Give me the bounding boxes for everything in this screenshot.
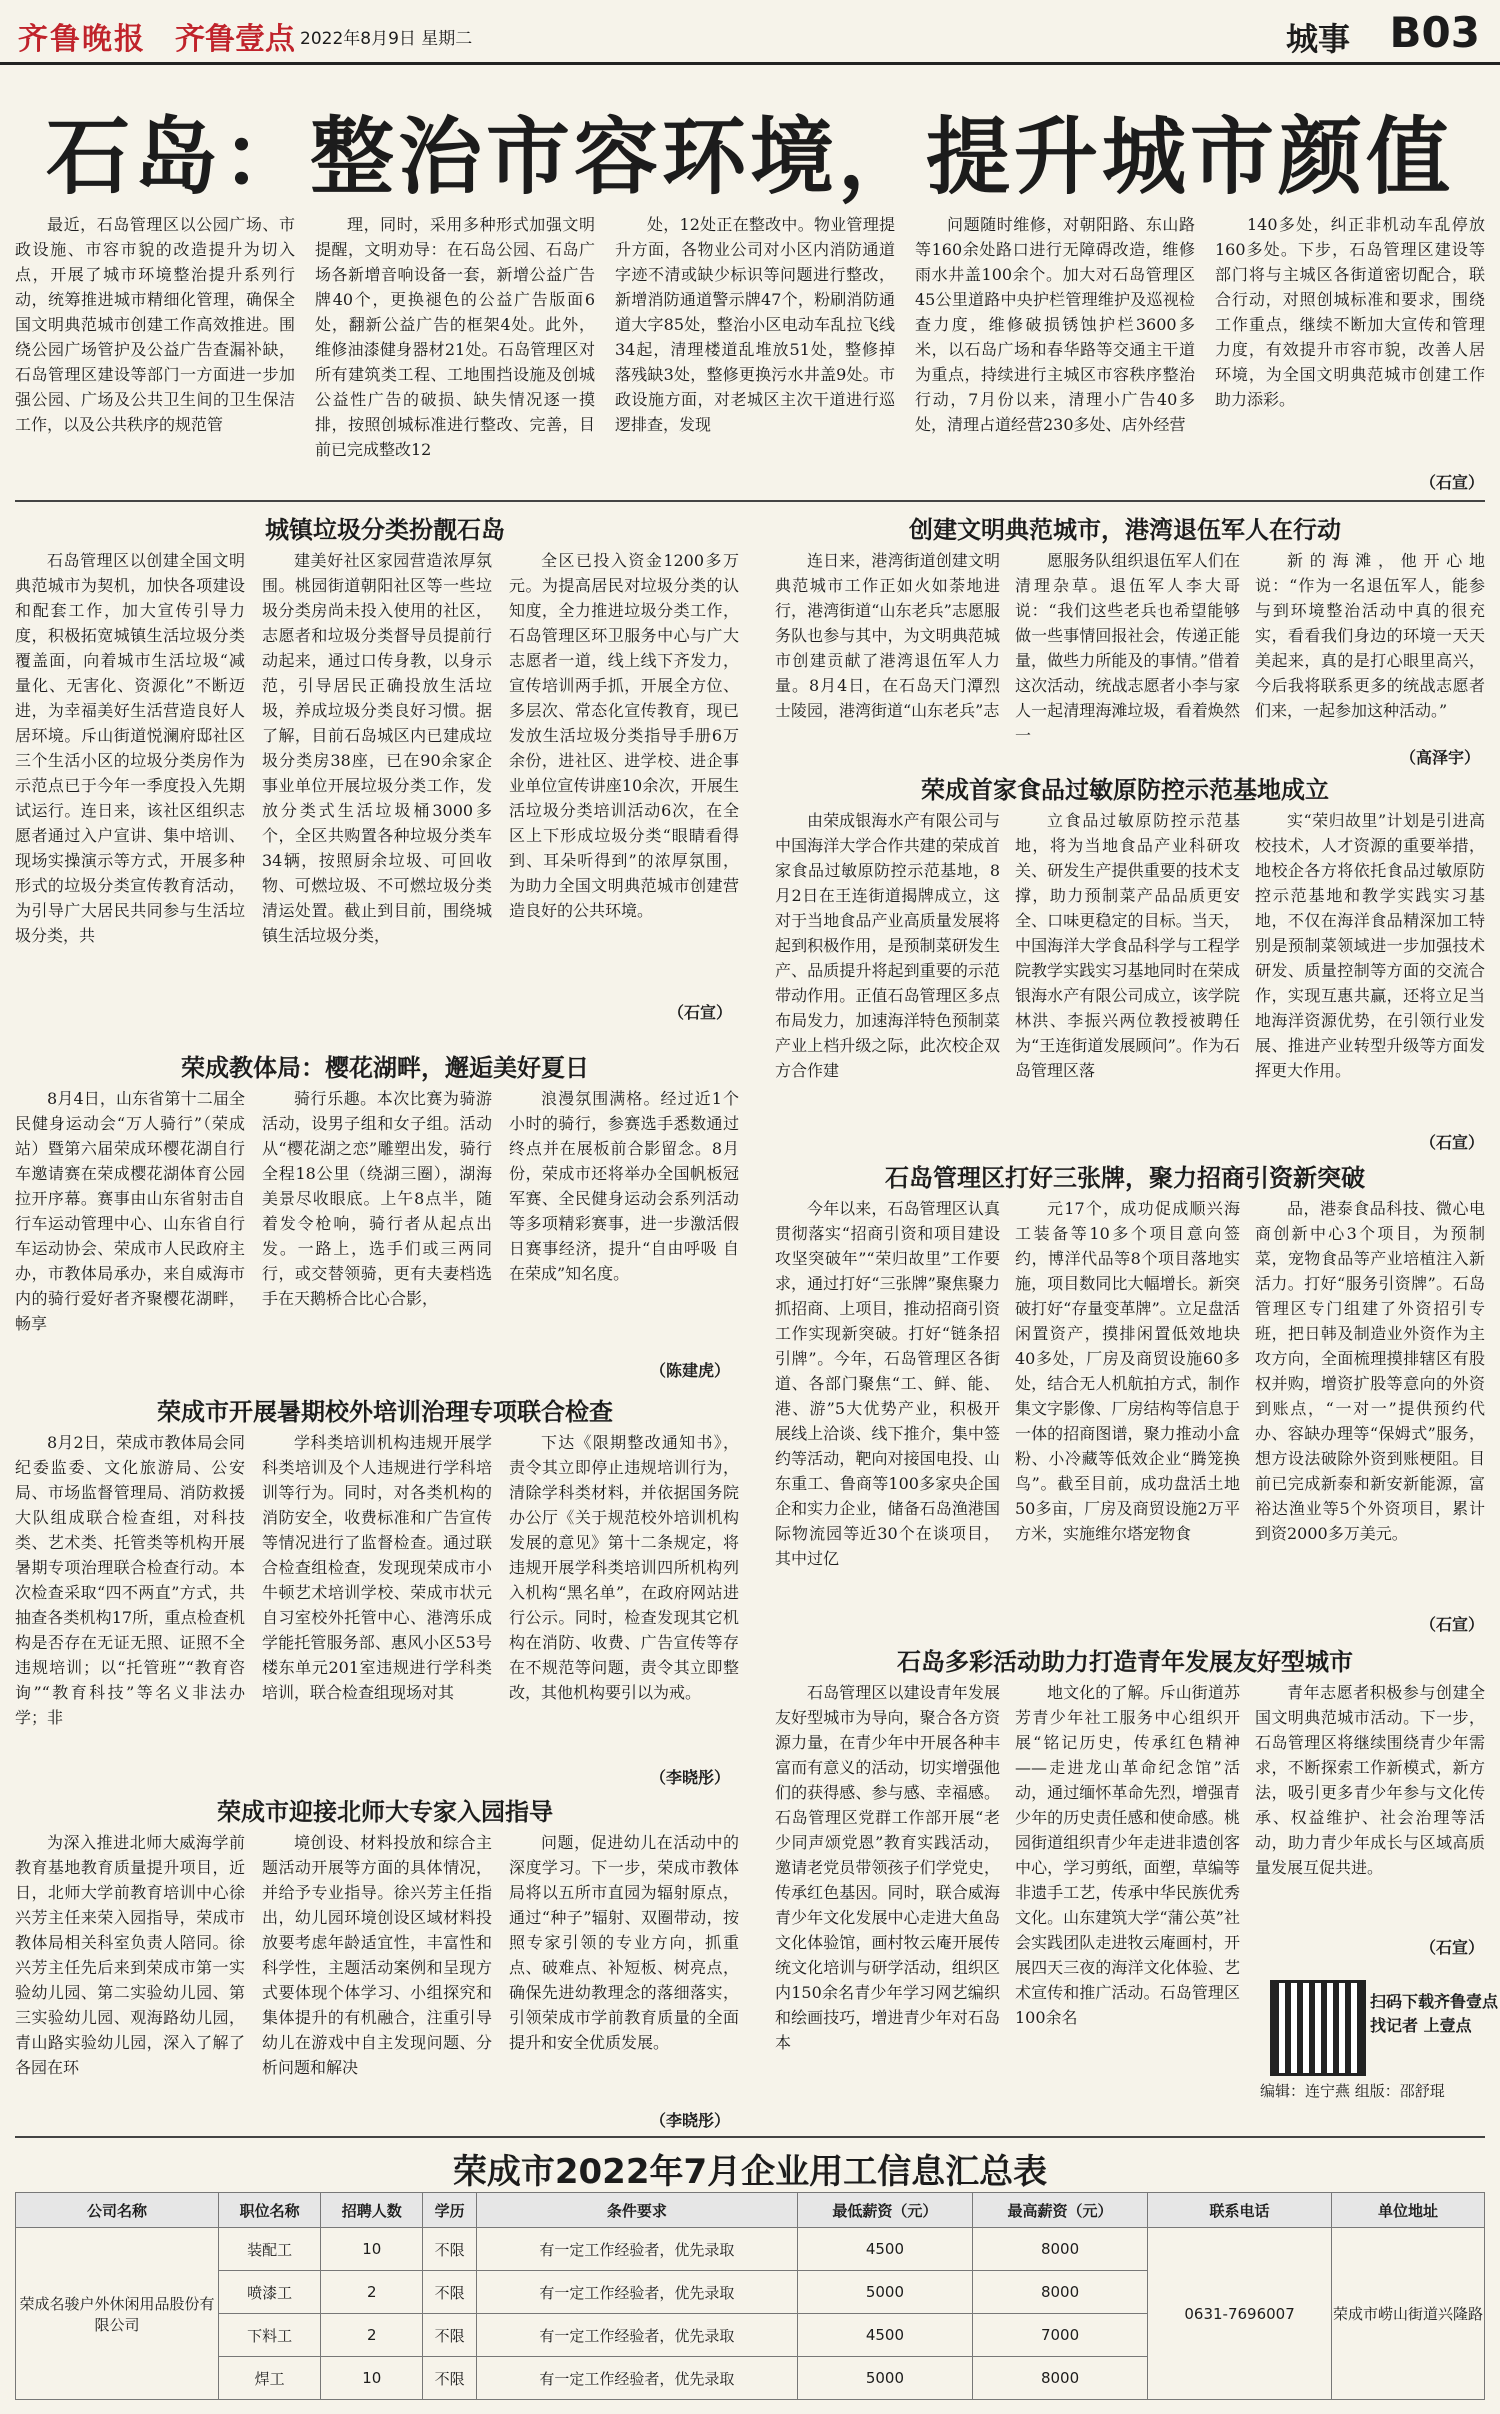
qr-line-1: 扫码下载齐鲁壹点: [1370, 1992, 1499, 2011]
a5-text-1: 今年以来，石岛管理区认真贯彻落实“招商引资和项目建设攻坚突破年”“荣归故里”工作要求，通过打好“三张牌”聚焦聚力抓招商、上项目，推动招商引资工作实现新突破。打好“链条招引牌”。今年，石岛管理区各街道、各部门聚焦“工、鲜、能、港、游”5大优势产业，积极开展线上洽谈、线下推介，集中签约等活动，靶向对接国电投、山东重工、鲁商等100多家央企国企和实力企业，储备石岛渔港国际物流园等近30个在谈项目，其中过亿: [775, 1199, 1000, 1568]
article-title-veterans: 创建文明典范城市，港湾退伍军人在行动: [909, 515, 1341, 544]
a2-text-1: 连日来，港湾街道创建文明典范城市工作正如火如荼地进行，港湾街道“山东老兵”志愿服务队也参与其中，为文明典范城市创建贡献了港湾退伍军人力量。8月4日，在石岛天门潭烈士陵园，港湾街道“山东老兵”志: [775, 551, 1000, 720]
brand-logo: 齐鲁晚报: [18, 22, 146, 57]
lead-col-5: [1215, 212, 1485, 472]
count-cell: 10: [321, 2228, 423, 2271]
th-position: 职位名称: [219, 2193, 321, 2228]
a8-col-2: [262, 1830, 492, 2130]
th-max-salary: 最高薪资（元）: [972, 2193, 1147, 2228]
min-salary-cell: 5000: [797, 2271, 972, 2314]
qr-caption: [1370, 1990, 1498, 2038]
qr-line-2: 找记者 上壹点: [1370, 2016, 1472, 2035]
article-title-investment: 石岛管理区打好三张牌，聚力招商引资新突破: [885, 1163, 1365, 1192]
a1-col-3: [509, 548, 739, 998]
a3-col-3: [1255, 808, 1485, 1138]
lead-text-1: 最近，石岛管理区以公园广场、市政设施、市容市貌的改造提升为切入点，开展了城市环境整治提升系列行动，统筹推进城市精细化管理，确保全国文明典范城市创建工作高效推进。围绕公园广场管护及公益广告查漏补缺，石岛管理区建设等部门一方面进一步加强公园、广场及公共卫生间的卫生保洁工作，以及公共秩序的规范管: [15, 215, 295, 434]
company-cell: 荣成名骏户外休闲用品股份有限公司: [16, 2228, 219, 2400]
count-cell: 10: [321, 2357, 423, 2400]
a8-text-1: 为深入推进北师大威海学前教育基地教育质量提升项目，近日，北师大学前教育培训中心徐兴芳主任来荣入园指导，荣成市教体局相关科室负责人陪同。徐兴芳主任先后来到荣成市第一实验幼儿园、第二实验幼儿园、第三实验幼儿园、观海路幼儿园，青山路实验幼儿园，深入了解了各园在环: [15, 1833, 245, 2077]
a3-text-3: 实“荣归故里”计划是引进高校技术，人才资源的重要举措，地校企各方将依托食品过敏原防控示范基地和教学实践实习基地，不仅在海洋食品精深加工特别是预制菜领域进一步加强技术研发、质量控制等方面的交流合作，实现互惠共赢，还将立足当地海洋资源优势，在引领行业发展、推进产业转型升级等方面发挥更大作用。: [1255, 811, 1485, 1080]
a5-col-2: [1015, 1196, 1240, 1616]
min-salary-cell: 4500: [797, 2228, 972, 2271]
divider: [15, 500, 1485, 502]
a7-text-1: 石岛管理区以建设青年发展友好型城市为导向，聚合各方资源力量，在青少年中开展各种丰富而有意义的活动，切实增强他们的获得感、参与感、幸福感。石岛管理区党群工作部开展“老少同声颂党恩”教育实践活动，邀请老党员带领孩子们学党史，传承红色基因。同时，联合威海青少年文化发展中心走进大鱼岛文化体验馆，画村牧云庵开展传统文化培训与研学活动，组织区内150余名青少年学习网艺编织和绘画技巧，增进青少年对石岛本: [775, 1683, 1000, 2052]
table-header-row: [16, 2193, 1485, 2228]
requirements-cell: 有一定工作经验者，优先录取: [476, 2357, 797, 2400]
min-salary-cell: 5000: [797, 2357, 972, 2400]
a5-col-3: [1255, 1196, 1485, 1616]
a4-text-1: 8月4日，山东省第十二届全民健身运动会“万人骑行”（荣成站）暨第六届荣成环樱花湖自行车邀请赛在荣成樱花湖体育公园拉开序幕。赛事由山东省射击自行车运动管理中心、山东省自行车运动协会、荣成市人民政府主办，市教体局承办，来自威海市内的骑行爱好者齐聚樱花湖畔，畅享: [15, 1089, 245, 1333]
a2-credit: （高泽宇）: [1400, 748, 1481, 767]
a1-col-2: [262, 548, 492, 998]
lead-col-1: [15, 212, 295, 502]
a7-col-1: [775, 1680, 1000, 2130]
a1-text-1: 石岛管理区以创建全国文明典范城市为契机，加快各项建设和配套工作，加大宣传引导力度，积极拓宽城镇生活垃圾分类覆盖面，向着城市生活垃圾“减量化、无害化、资源化”不断迈进，为幸福美好生活营造良好人居环境。斥山街道悦澜府邸社区三个生活小区的垃圾分类房作为示范点已于今年一季度投入先期试运行。连日来，该社区组织志愿者通过入户宣讲、集中培训、现场实操演示等方式，开展多种形式的垃圾分类宣传教育活动，为引导广大居民共同参与生活垃圾分类，共: [15, 551, 245, 945]
lead-text-4: 问题随时维修，对朝阳路、东山路等160余处路口进行无障碍改造，维修雨水井盖100余个。加大对石岛管理区45公里道路中央护栏管理维护及巡视检查力度，维修破损锈蚀护栏3600多米，以石岛广场和春华路等交通主干道为重点，持续进行主城区市容秩序整治行动，7月份以来，清理小广告40多处，清理占道经营230多处、店外经营: [915, 215, 1195, 434]
page-number: B03: [1389, 8, 1480, 57]
a4-credit: （陈建虎）: [650, 1361, 731, 1380]
th-min-salary: 最低薪资（元）: [797, 2193, 972, 2228]
a8-text-2: 境创设、材料投放和综合主题活动开展等方面的具体情况，并给予专业指导。徐兴芳主任指出，幼儿园环境创设区域材料投放要考虑年龄适宜性，丰富性和科学性，主题活动案例和呈现方式要体现个体学习、小组探究和集体提升的有机融合，注重引导幼儿在游戏中自主发现问题、分析问题和解决: [262, 1833, 492, 2077]
article-title-youth: 石岛多彩活动助力打造青年发展友好型城市: [897, 1647, 1353, 1676]
a1-text-3: 全区已投入资金1200多万元。为提高居民对垃圾分类的认知度，全力推进垃圾分类工作，石岛管理区环卫服务中心与广大志愿者一道，线上线下齐发力，宣传培训两手抓，开展全方位、多层次、常态化宣传教育，现已发放生活垃圾分类指导手册6万余份，进社区、进学校、进企事业单位宣传讲座10余次，开展生活垃圾分类培训活动6次，在全区上下形成垃圾分类“眼睛看得到、耳朵听得到”的浓厚氛围，为助力全国文明典范城市创建营造良好的公共环境。: [509, 551, 739, 920]
lead-credit: （石宣）: [1420, 473, 1485, 492]
qr-code[interactable]: [1270, 1980, 1366, 2076]
phone-cell: 0631-7696007: [1148, 2228, 1332, 2400]
count-cell: 2: [321, 2314, 423, 2357]
a4-text-2: 骑行乐趣。本次比赛为骑游活动，设男子组和女子组。活动从“樱花湖之恋”雕塑出发，骑行全程18公里（绕湖三圈），湖海美景尽收眼底。上午8点半，随着发令枪响，骑行者从起点出发。一路上，选手们或三两同行，或交替领骑，更有夫妻档选手在天鹅桥合比心合影，: [262, 1089, 492, 1308]
count-cell: 2: [321, 2271, 423, 2314]
education-cell: 不限: [423, 2314, 477, 2357]
a6-text-3: 下达《限期整改通知书》，责令其立即停止违规培训行为，清除学科类材料，并依据国务院办公厅《关于规范校外培训机构发展的意见》第十二条规定，将违规开展学科类培训四所机构列入机构“黑名单”，在政府网站进行公示。同时，检查发现其它机构在消防、收费、广告宣传等存在不规范等问题，责令其立即整改，其他机构要引以为戒。: [509, 1433, 739, 1702]
a8-credit: （李晓彤）: [650, 2111, 731, 2130]
min-salary-cell: 4500: [797, 2314, 972, 2357]
a2-text-2: 愿服务队组织退伍军人们在清理杂草。退伍军人李大哥说：“我们这些老兵也希望能够做一些事情回报社会，传递正能量，做些力所能及的事情。”借着这次活动，统战志愿者小李与家人一起清理海滩垃圾，看着焕然一: [1015, 551, 1240, 745]
jobs-table: [15, 2192, 1485, 2400]
max-salary-cell: 8000: [972, 2357, 1147, 2400]
editor-credits: 编辑：连宁燕 组版：邵舒琨: [1260, 2082, 1445, 2100]
a5-credit: （石宣）: [1420, 1615, 1485, 1634]
education-cell: 不限: [423, 2357, 477, 2400]
requirements-cell: 有一定工作经验者，优先录取: [476, 2314, 797, 2357]
a8-text-3: 问题，促进幼儿在活动中的深度学习。下一步，荣成市教体局将以五所市直园为辐射原点，通过“种子”辐射、双圈带动，按照专家引领的专业方向，抓重点、破难点、补短板、树亮点，确保先进幼教理念的落细落实，引领荣成市学前教育质量的全面提升和安全优质发展。: [509, 1833, 739, 2052]
a4-col-3: [509, 1086, 739, 1386]
a4-col-1: [15, 1086, 245, 1386]
position-cell: 下料工: [219, 2314, 321, 2357]
a7-col-3: [1255, 1680, 1485, 1920]
a8-col-1: [15, 1830, 245, 2130]
a6-col-1: [15, 1430, 245, 1770]
a5-text-2: 元17个，成功促成顺兴海工装备等10多个项目意向签约，博洋代品等8个项目落地实施，项目数同比大幅增长。新突破打好“存量变革牌”。立足盘活闲置资产，摸排闲置低效地块40多处，厂房及商贸设施60多处，结合无人机航拍方式，制作集文字影像、厂房结构等信息于一体的招商图谱，聚力推动小盒粉、小冷藏等低效企业“腾笼换鸟”。截至目前，成功盘活土地50多亩，厂房及商贸设施2万平方米，实施维尔塔宠物食: [1015, 1199, 1240, 1543]
requirements-cell: 有一定工作经验者，优先录取: [476, 2271, 797, 2314]
a7-text-2: 地文化的了解。斥山街道苏芳青少年社工服务中心组织开展“铭记历史，传承红色精神——走进龙山革命纪念馆”活动，通过缅怀革命先烈，增强青少年的历史责任感和使命感。桃园街道组织青少年走进非遗创客中心，学习剪纸，面塑，草编等非遗手工艺，传承中华民族优秀文化。山东建筑大学“蒲公英”社会实践团队走进牧云庵画村，开展四天三夜的海洋文化体验、艺术宣传和推广活动。石岛管理区100余名: [1015, 1683, 1240, 2027]
max-salary-cell: 8000: [972, 2271, 1147, 2314]
main-headline: 石岛：整治市容环境，提升城市颜值: [45, 107, 1454, 206]
lead-text-2: 理，同时，采用多种形式加强文明提醒，文明劝导：在石岛公园、石岛广场各新增音响设备一套，新增公益广告牌40个，更换褪色的公益广告版面6处，翻新公益广告的框架4处。此外，维修油漆健身器材21处。石岛管理区对所有建筑类工程、工地围挡设施及创城公益性广告的破损、缺失情况逐一摸排，按照创城标准进行整改、完善，目前已完成整改12: [315, 215, 595, 459]
max-salary-cell: 7000: [972, 2314, 1147, 2357]
a3-text-1: 由荣成银海水产有限公司与中国海洋大学合作共建的荣成首家食品过敏原防控示范基地，8月2日在王连街道揭牌成立，这对于当地食品产业高质量发展将起到积极作用，是预制菜研发生产、品质提升将起到重要的示范带动作用。正值石岛管理区多点布局发力，加速海洋特色预制菜产业上档升级之际，此次校企双方合作建: [775, 811, 1000, 1080]
position-cell: 喷漆工: [219, 2271, 321, 2314]
position-cell: 焊工: [219, 2357, 321, 2400]
a2-text-3: 新的海滩，他开心地说：“作为一名退伍军人，能参与到环境整治活动中真的很充实，看看我们身边的环境一天天美起来，真的是打心眼里高兴，今后我将联系更多的统战志愿者们来，一起参加这种活动。”: [1255, 551, 1485, 720]
th-requirements: 条件要求: [476, 2193, 797, 2228]
th-company: 公司名称: [16, 2193, 219, 2228]
a2-col-2: [1015, 548, 1240, 748]
article-title-training: 荣成市开展暑期校外培训治理专项联合检查: [157, 1397, 613, 1426]
a6-credit: （李晓彤）: [650, 1768, 731, 1787]
a5-col-1: [775, 1196, 1000, 1616]
lead-text-3: 处，12处正在整改中。物业管理提升方面，各物业公司对小区内消防通道字迹不清或缺少标识等问题进行整改，新增消防通道警示牌47个，粉刷消防通道大字85处，整治小区电动车乱拉飞线34起，清理楼道乱堆放51处，整修掉落残缺3处，整修更换污水井盖9处。市政设施方面，对老城区主次干道进行巡逻排查，发现: [615, 215, 895, 434]
a6-text-1: 8月2日，荣成市教体局会同纪委监委、文化旅游局、公安局、市场监督管理局、消防救援大队组成联合检查组，对科技类、艺术类、托管类等机构开展暑期专项治理联合检查行动。本次检查采取“四不两直”方式，共抽查各类机构17所，重点检查机构是否存在无证无照、证照不全违规培训；以“托管班”“教育咨询”“教育科技”等名义非法办学；非: [15, 1433, 245, 1727]
section-name: 城事: [1285, 20, 1350, 58]
a7-credit: （石宣）: [1420, 1938, 1485, 1957]
a1-credit: （石宣）: [668, 1003, 733, 1022]
article-title-experts: 荣成市迎接北师大专家入园指导: [217, 1797, 553, 1826]
a3-col-1: [775, 808, 1000, 1138]
lead-col-4: [915, 212, 1195, 502]
issue-date: 2022年8月9日 星期二: [300, 29, 473, 49]
masthead: [0, 0, 1500, 65]
article-title-cycling: 荣成教体局：樱花湖畔，邂逅美好夏日: [181, 1053, 589, 1082]
a1-text-2: 建美好社区家园营造浓厚氛围。桃园街道朝阳社区等一些垃圾分类房尚未投入使用的社区，志愿者和垃圾分类督导员提前行动起来，通过口传身教，以身示范，引导居民正确投放生活垃圾，养成垃圾分类良好习惯。据了解，目前石岛城区内已建成垃圾分类房38座，已在90余家企事业单位开展垃圾分类工作，发放分类式生活垃圾桶3000多个，全区共购置各种垃圾分类车34辆，按照厨余垃圾、可回收物、可燃垃圾、不可燃垃圾分类清运处置。截止到目前，围绕城镇生活垃圾分类，: [262, 551, 492, 945]
article-title-food-base: 荣成首家食品过敏原防控示范基地成立: [921, 775, 1329, 804]
th-education: 学历: [423, 2193, 477, 2228]
a2-col-3: [1255, 548, 1485, 748]
a8-col-3: [509, 1830, 739, 2105]
brand-logo-2: 齐鲁壹点: [175, 22, 295, 57]
table-title: 荣成市2022年7月企业用工信息汇总表: [452, 2152, 1048, 2192]
a7-text-3: 青年志愿者积极参与创建全国文明典范城市活动。下一步，石岛管理区将继续围绕青少年需求，不断探索工作新模式，新方法，吸引更多青少年参与文化传承、权益维护、社会治理等活动，助力青少年成长与区域高质量发展互促共进。: [1255, 1683, 1485, 1877]
a5-text-3: 品，港泰食品科技、微心电商创新中心3个项目，为预制菜，宠物食品等产业培植注入新活力。打好“服务引资牌”。石岛管理区专门组建了外资招引专班，把日韩及制造业外资作为主攻方向，全面梳理摸排辖区有股权并购，增资扩股等意向的外资到账点，“一对一”提供预约代办、容缺办理等“保姆式”服务，想方设法破除外资到账梗阻。目前已完成新泰和新安新能源，富裕达渔业等5个外资项目，累计到资2000多万美元。: [1255, 1199, 1485, 1543]
a4-text-3: 浪漫氛围满格。经过近1个小时的骑行，参赛选手悉数通过终点并在展板前合影留念。8月份，荣成市还将举办全国帆板冠军赛、全民健身运动会系列活动等多项精彩赛事，进一步激活假日赛事经济，提升“自由呼吸 自在荣成”知名度。: [509, 1089, 739, 1283]
divider-table: [15, 2136, 1485, 2138]
address-cell: 荣成市崂山街道兴隆路: [1332, 2228, 1485, 2400]
position-cell: 装配工: [219, 2228, 321, 2271]
a2-col-1: [775, 548, 1000, 748]
lead-col-2: [315, 212, 595, 502]
education-cell: 不限: [423, 2228, 477, 2271]
a1-col-1: [15, 548, 245, 998]
lead-col-3: [615, 212, 895, 502]
a6-col-3: [509, 1430, 739, 1770]
a3-col-2: [1015, 808, 1240, 1138]
th-phone: 联系电话: [1148, 2193, 1332, 2228]
requirements-cell: 有一定工作经验者，优先录取: [476, 2228, 797, 2271]
a3-credit: （石宣）: [1420, 1133, 1485, 1152]
a3-text-2: 立食品过敏原防控示范基地，将为当地食品产业科研攻关、研发生产提供重要的技术支撑，助力预制菜产品品质更安全、口味更稳定的目标。当天，中国海洋大学食品科学与工程学院教学实践实习基地同时在荣成银海水产有限公司成立，该学院林洪、李振兴两位教授被聘任为“王连街道发展顾问”。作为石岛管理区落: [1015, 811, 1240, 1080]
article-title-garbage: 城镇垃圾分类扮靓石岛: [265, 515, 505, 544]
th-address: 单位地址: [1332, 2193, 1485, 2228]
lead-text-5: 140多处，纠正非机动车乱停放160多处。下步，石岛管理区建设等部门将与主城区各街道密切配合，联合行动，对照创城标准和要求，围绕工作重点，继续不断加大宣传和管理力度，有效提升市容市貌，改善人居环境，为全国文明典范城市创建工作助力添彩。: [1215, 215, 1485, 409]
max-salary-cell: 8000: [972, 2228, 1147, 2271]
table-row: [16, 2228, 1485, 2271]
a4-col-2: [262, 1086, 492, 1386]
th-count: 招聘人数: [321, 2193, 423, 2228]
a6-col-2: [262, 1430, 492, 1770]
education-cell: 不限: [423, 2271, 477, 2314]
a7-col-2: [1015, 1680, 1240, 2130]
a6-text-2: 学科类培训机构违规开展学科类培训及个人违规进行学科培训等行为。同时，对各类机构的消防安全，收费标准和广告宣传等情况进行了监督检查。通过联合检查组检查，发现现荣成市小牛顿艺术培训学校、荣成市状元自习室校外托管中心、港湾乐成学能托管服务部、惠风小区53号楼东单元201室违规进行学科类培训，联合检查组现场对其: [262, 1433, 492, 1702]
